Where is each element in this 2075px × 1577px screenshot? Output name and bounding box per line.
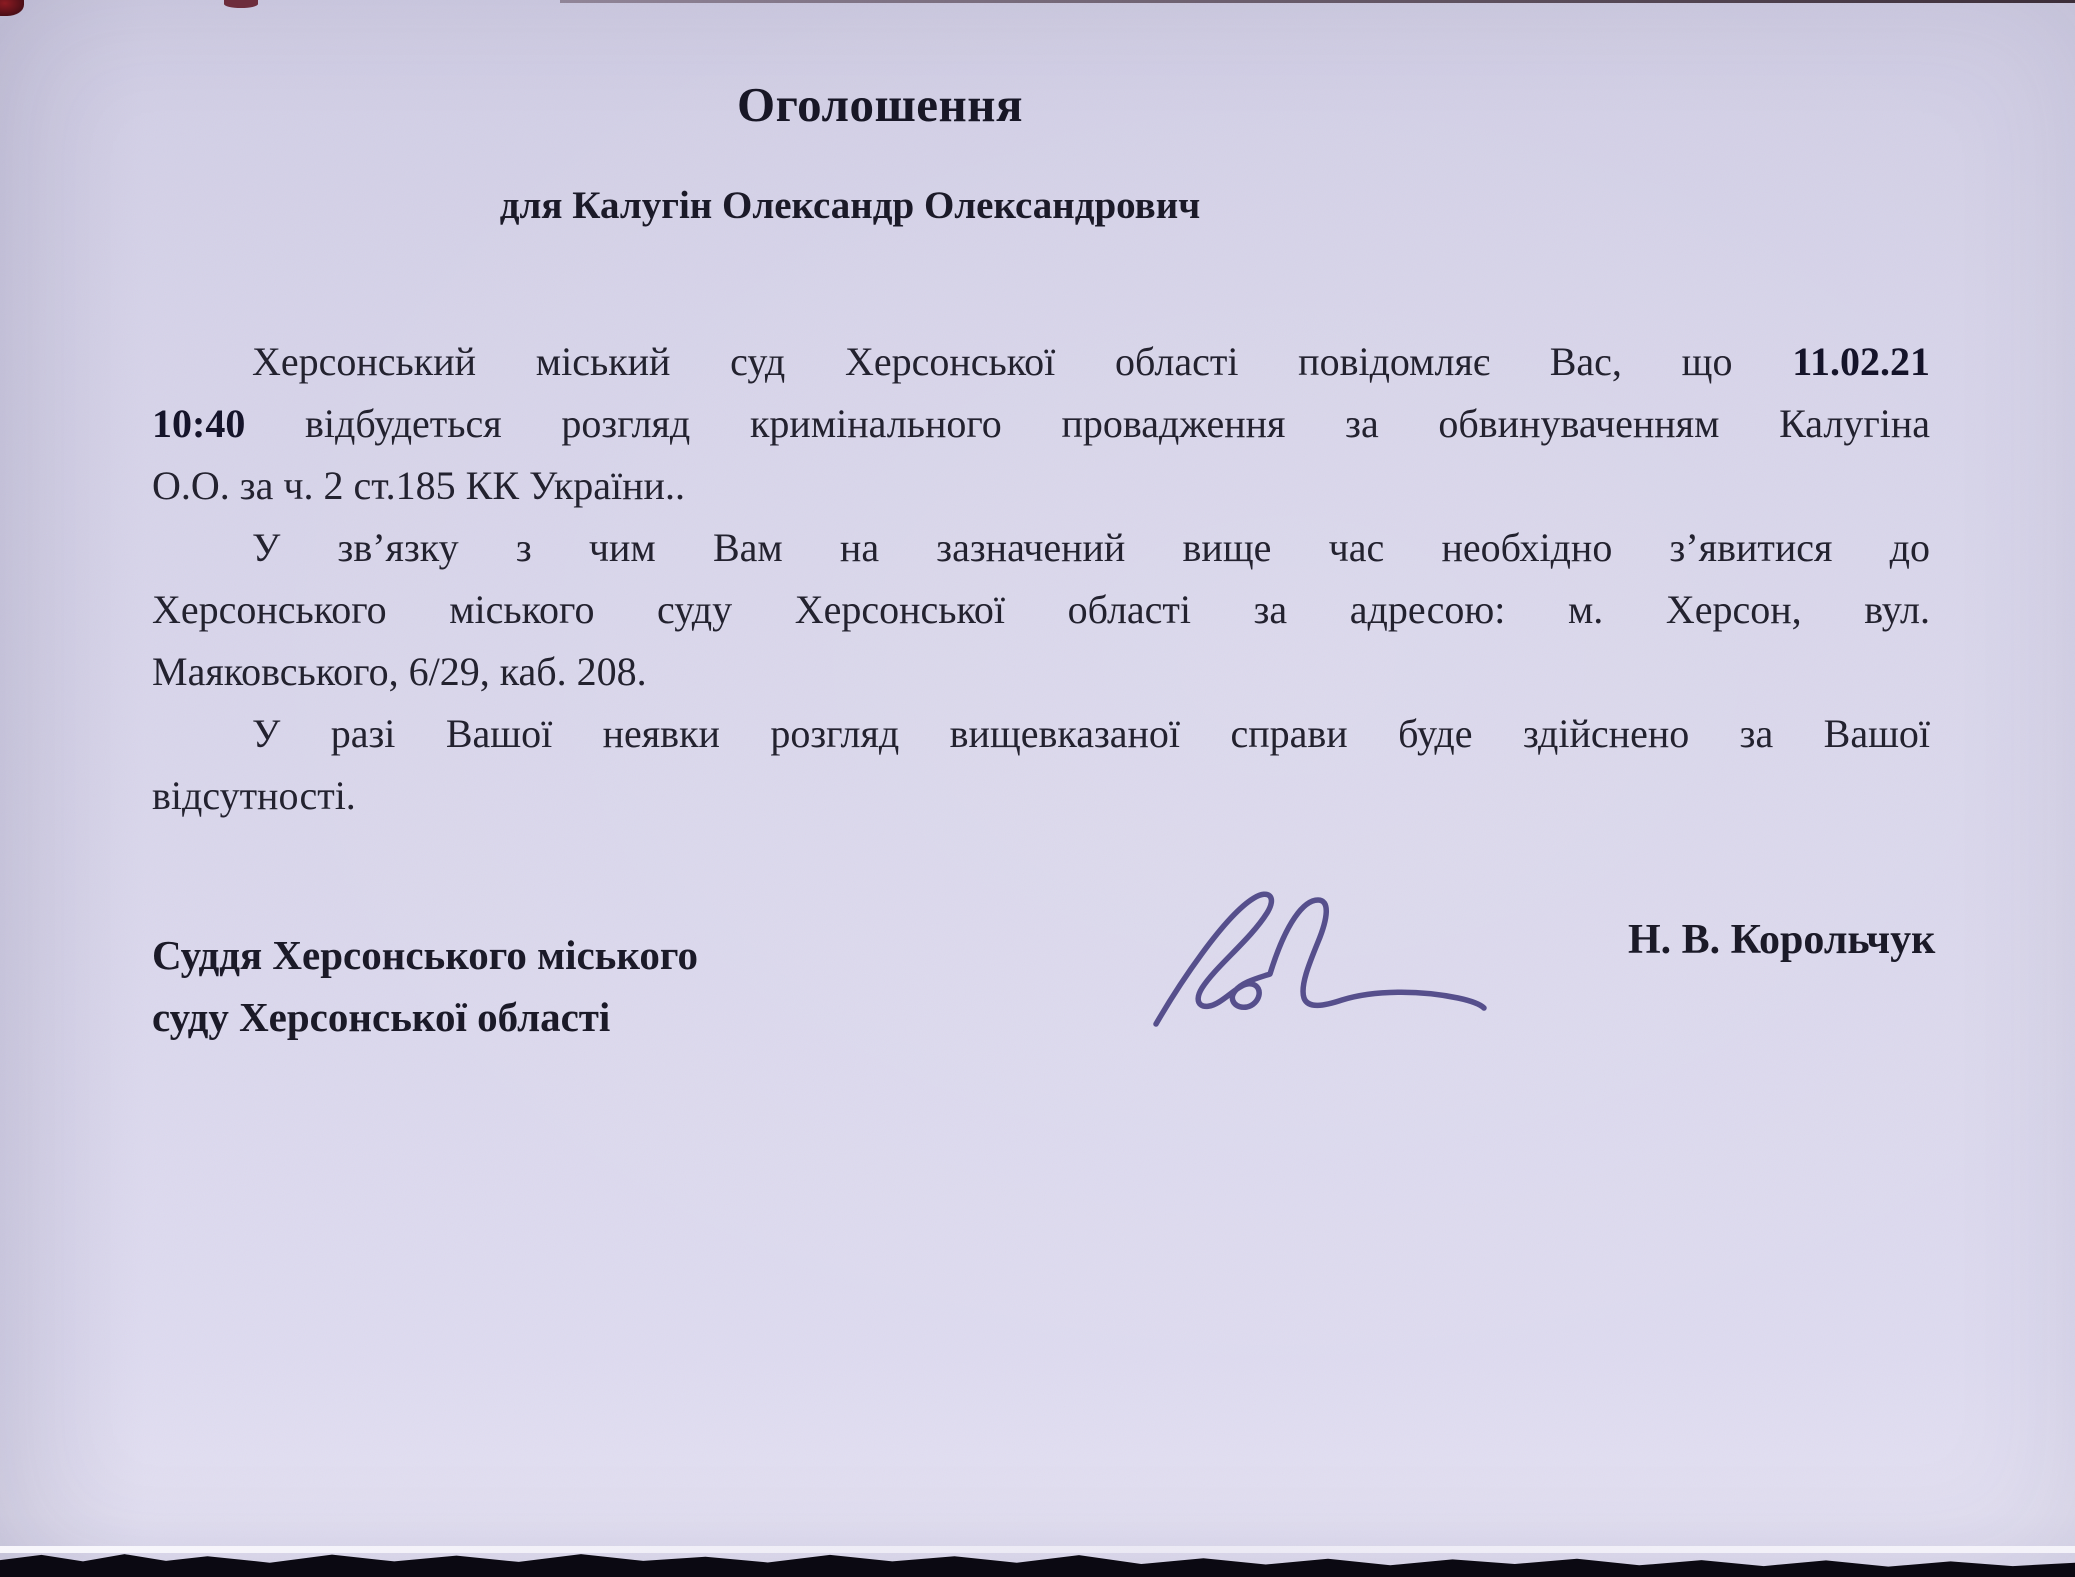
signer-role (152, 924, 698, 1048)
paragraph (152, 331, 1930, 517)
signer-role-line: суду Херсонської області (152, 994, 611, 1040)
photo-top-left-mark (0, 0, 24, 16)
paragraph (152, 703, 1930, 827)
photo-top-edge-line (560, 0, 2075, 3)
signature-scribble (1128, 856, 1508, 1056)
body-line: Херсонського міського суду Херсонської області за адресою: м. Херсон, вул. (152, 587, 1930, 632)
body-line: відсутності. (152, 773, 356, 818)
body-line: У зв’язку з чим Вам на зазначений вище час необхідно з’явитися до (252, 525, 1930, 570)
body-line: Херсонський міський суд Херсонської області повідомляє Вас, що 11.02.21 (252, 339, 1930, 384)
body-line: О.О. за ч. 2 ст.185 КК України.. (152, 463, 685, 508)
document-body (152, 331, 1930, 827)
body-line: У разі Вашої неявки розгляд вищевказаної справи буде здійснено за Вашої (252, 711, 1930, 756)
body-line: Маяковського, 6/29, каб. 208. (152, 649, 647, 694)
photo-bottom-highlight (0, 1546, 2075, 1553)
signer-role-line: Суддя Херсонського міського (152, 932, 699, 978)
photo-bottom-edge (0, 1551, 2075, 1577)
signer-name: Н. В. Корольчук (1628, 917, 1936, 963)
document-title: Оголошення (736, 77, 1024, 132)
body-line: 10:40 відбудеться розгляд кримінального провадження за обвинуваченням Калугіна (152, 401, 1930, 446)
addressee-line: для Калугін Олександр Олександрович (499, 184, 1201, 227)
photo-top-speck (224, 0, 258, 8)
paragraph (152, 517, 1930, 703)
